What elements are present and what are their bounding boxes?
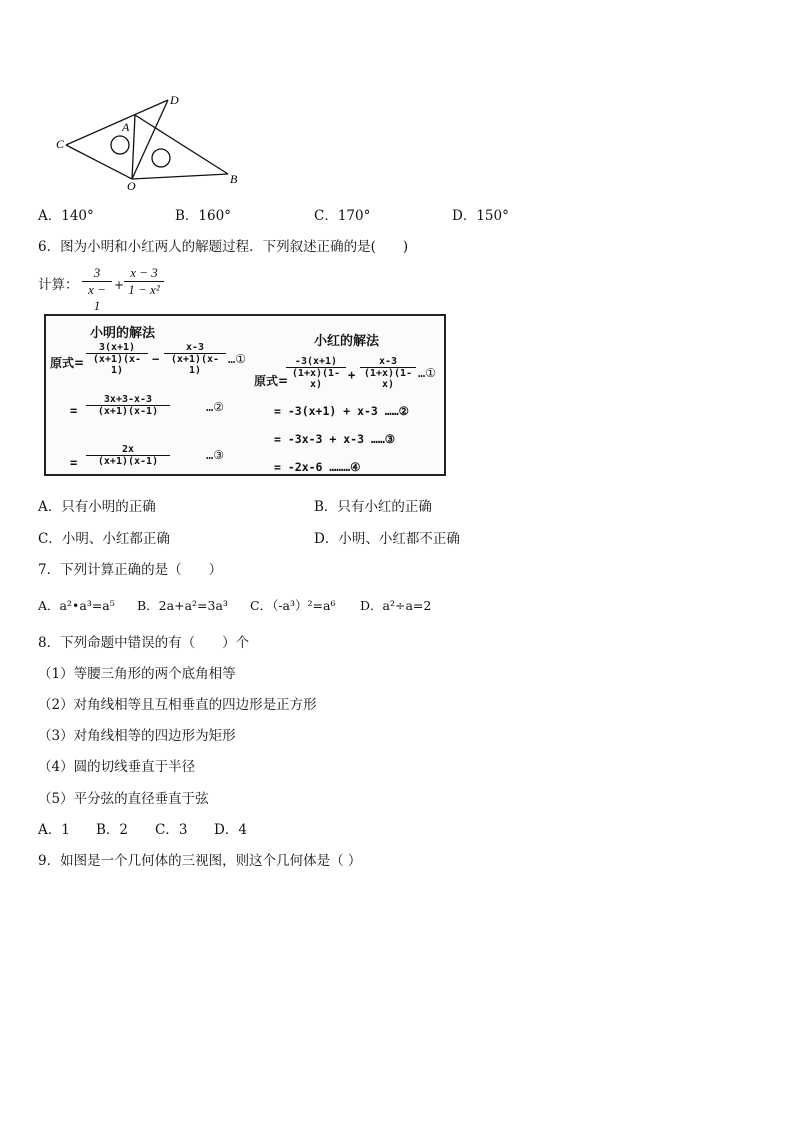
q6-option-d: D．小明、小红都不正确	[314, 531, 460, 547]
frac2-den: 1 − x²	[124, 281, 164, 298]
xiaoming-l1-mark: …①	[228, 352, 246, 366]
xiaohong-l1-frac-b	[360, 356, 416, 390]
q5-option-d: D．150°	[452, 208, 509, 224]
q6-calc-label: 计算：	[38, 277, 79, 293]
q7-option-d: D．a²÷a=2	[360, 598, 432, 613]
xiaoming-l1-frac-a	[86, 342, 148, 376]
q8-item-3: （3）对角线相等的四边形为矩形	[38, 728, 236, 744]
q8-option-c: C．3	[155, 822, 188, 838]
q6-plus: +	[114, 278, 125, 292]
q7-stem: 7．下列计算正确的是（ ）	[38, 562, 223, 578]
label-D: D	[170, 93, 179, 107]
xm-l3-den: (x+1)(x-1)	[86, 455, 170, 467]
q5-option-c: C．170°	[314, 208, 371, 224]
xiaohong-l4: = -2x-6 ………④	[274, 460, 361, 474]
xh-l1b-den: (1+x)(1-x)	[360, 367, 416, 390]
xm-l1a-num: 3(x+1)	[98, 342, 136, 353]
q5-option-b: B．160°	[175, 208, 231, 224]
xiaoming-l3-mark: …③	[206, 448, 224, 462]
q6-option-a: A．只有小明的正确	[38, 499, 156, 515]
q6-option-b: B．只有小红的正确	[314, 499, 432, 515]
xiaoming-l3-eq: =	[70, 456, 78, 470]
xh-l1b-num: x-3	[378, 356, 398, 367]
q8-item-1: （1）等腰三角形的两个底角相等	[38, 666, 236, 682]
q6-stem: 6．图为小明和小红两人的解题过程．下列叙述正确的是( )	[38, 239, 409, 255]
label-C: C	[56, 137, 65, 151]
xiaoming-title: 小明的解法	[90, 326, 156, 341]
solution-image	[44, 314, 446, 476]
label-B: B	[230, 172, 238, 186]
q8-option-a: A．1	[38, 822, 70, 838]
xiaoming-l2-mark: …②	[206, 400, 224, 414]
q6-fraction-1	[82, 265, 112, 314]
xm-l3-num: 2x	[121, 444, 135, 455]
q8-item-5: （5）平分弦的直径垂直于弦	[38, 791, 209, 807]
xm-l1b-num: x-3	[185, 342, 205, 353]
xiaoming-l1-frac-b	[164, 342, 226, 376]
frac1-den: x − 1	[82, 281, 112, 314]
line-AB	[135, 115, 228, 174]
xh-l1a-num: -3(x+1)	[294, 356, 338, 367]
xiaoming-l2-eq: =	[70, 404, 78, 418]
xiaohong-title: 小红的解法	[314, 334, 380, 349]
label-A: A	[122, 120, 130, 134]
xiaohong-l3: = -3x-3 + x-3 ……③	[274, 432, 396, 446]
xiaohong-l1-frac-a	[286, 356, 346, 390]
circle-left	[111, 136, 129, 154]
xm-l2-num: 3x+3-x-3	[103, 394, 153, 405]
q8-item-2: （2）对角线相等且互相垂直的四边形是正方形	[38, 697, 317, 713]
label-O: O	[127, 179, 136, 193]
q6-fraction-2	[124, 265, 164, 298]
xiaohong-l1-mark: …①	[418, 366, 436, 380]
xm-l1a-den: (x+1)(x-1)	[86, 353, 148, 376]
q9-stem: 9．如图是一个几何体的三视图，则这个几何体是（ ）	[38, 853, 362, 869]
line-CO	[66, 145, 132, 179]
q7-option-c: C．（-a³）²=a⁶	[250, 598, 336, 613]
frac2-num: x − 3	[130, 265, 158, 280]
line-CD	[66, 100, 168, 145]
xiaoming-l1-op: −	[152, 352, 160, 366]
xiaohong-l2: = -3(x+1) + x-3 ……②	[274, 404, 409, 418]
q8-option-d: D．4	[214, 822, 247, 838]
q7-option-a: A．a²•a³=a⁵	[38, 598, 115, 613]
frac1-num: 3	[93, 265, 101, 280]
xiaohong-l1-op: +	[348, 368, 356, 382]
xiaoming-l2-frac	[86, 394, 170, 417]
xiaoming-prefix: 原式=	[50, 356, 85, 370]
xiaoming-l3-frac	[86, 444, 170, 467]
triangle-figure	[50, 90, 250, 195]
q8-stem: 8．下列命题中错误的有（ ）个	[38, 635, 250, 651]
q8-option-b: B．2	[96, 822, 129, 838]
xm-l1b-den: (x+1)(x-1)	[164, 353, 226, 376]
line-OB	[132, 174, 228, 179]
q7-option-b: B．2a+a²=3a³	[137, 598, 228, 613]
circle-right	[152, 149, 170, 167]
xiaohong-prefix: 原式=	[254, 374, 289, 388]
q5-option-a: A．140°	[38, 208, 94, 224]
xh-l1a-den: (1+x)(1-x)	[286, 367, 346, 390]
q8-item-4: （4）圆的切线垂直于半径	[38, 759, 196, 775]
q6-option-c: C．小明、小红都正确	[38, 531, 170, 547]
line-OA	[132, 115, 135, 179]
xm-l2-den: (x+1)(x-1)	[86, 405, 170, 417]
